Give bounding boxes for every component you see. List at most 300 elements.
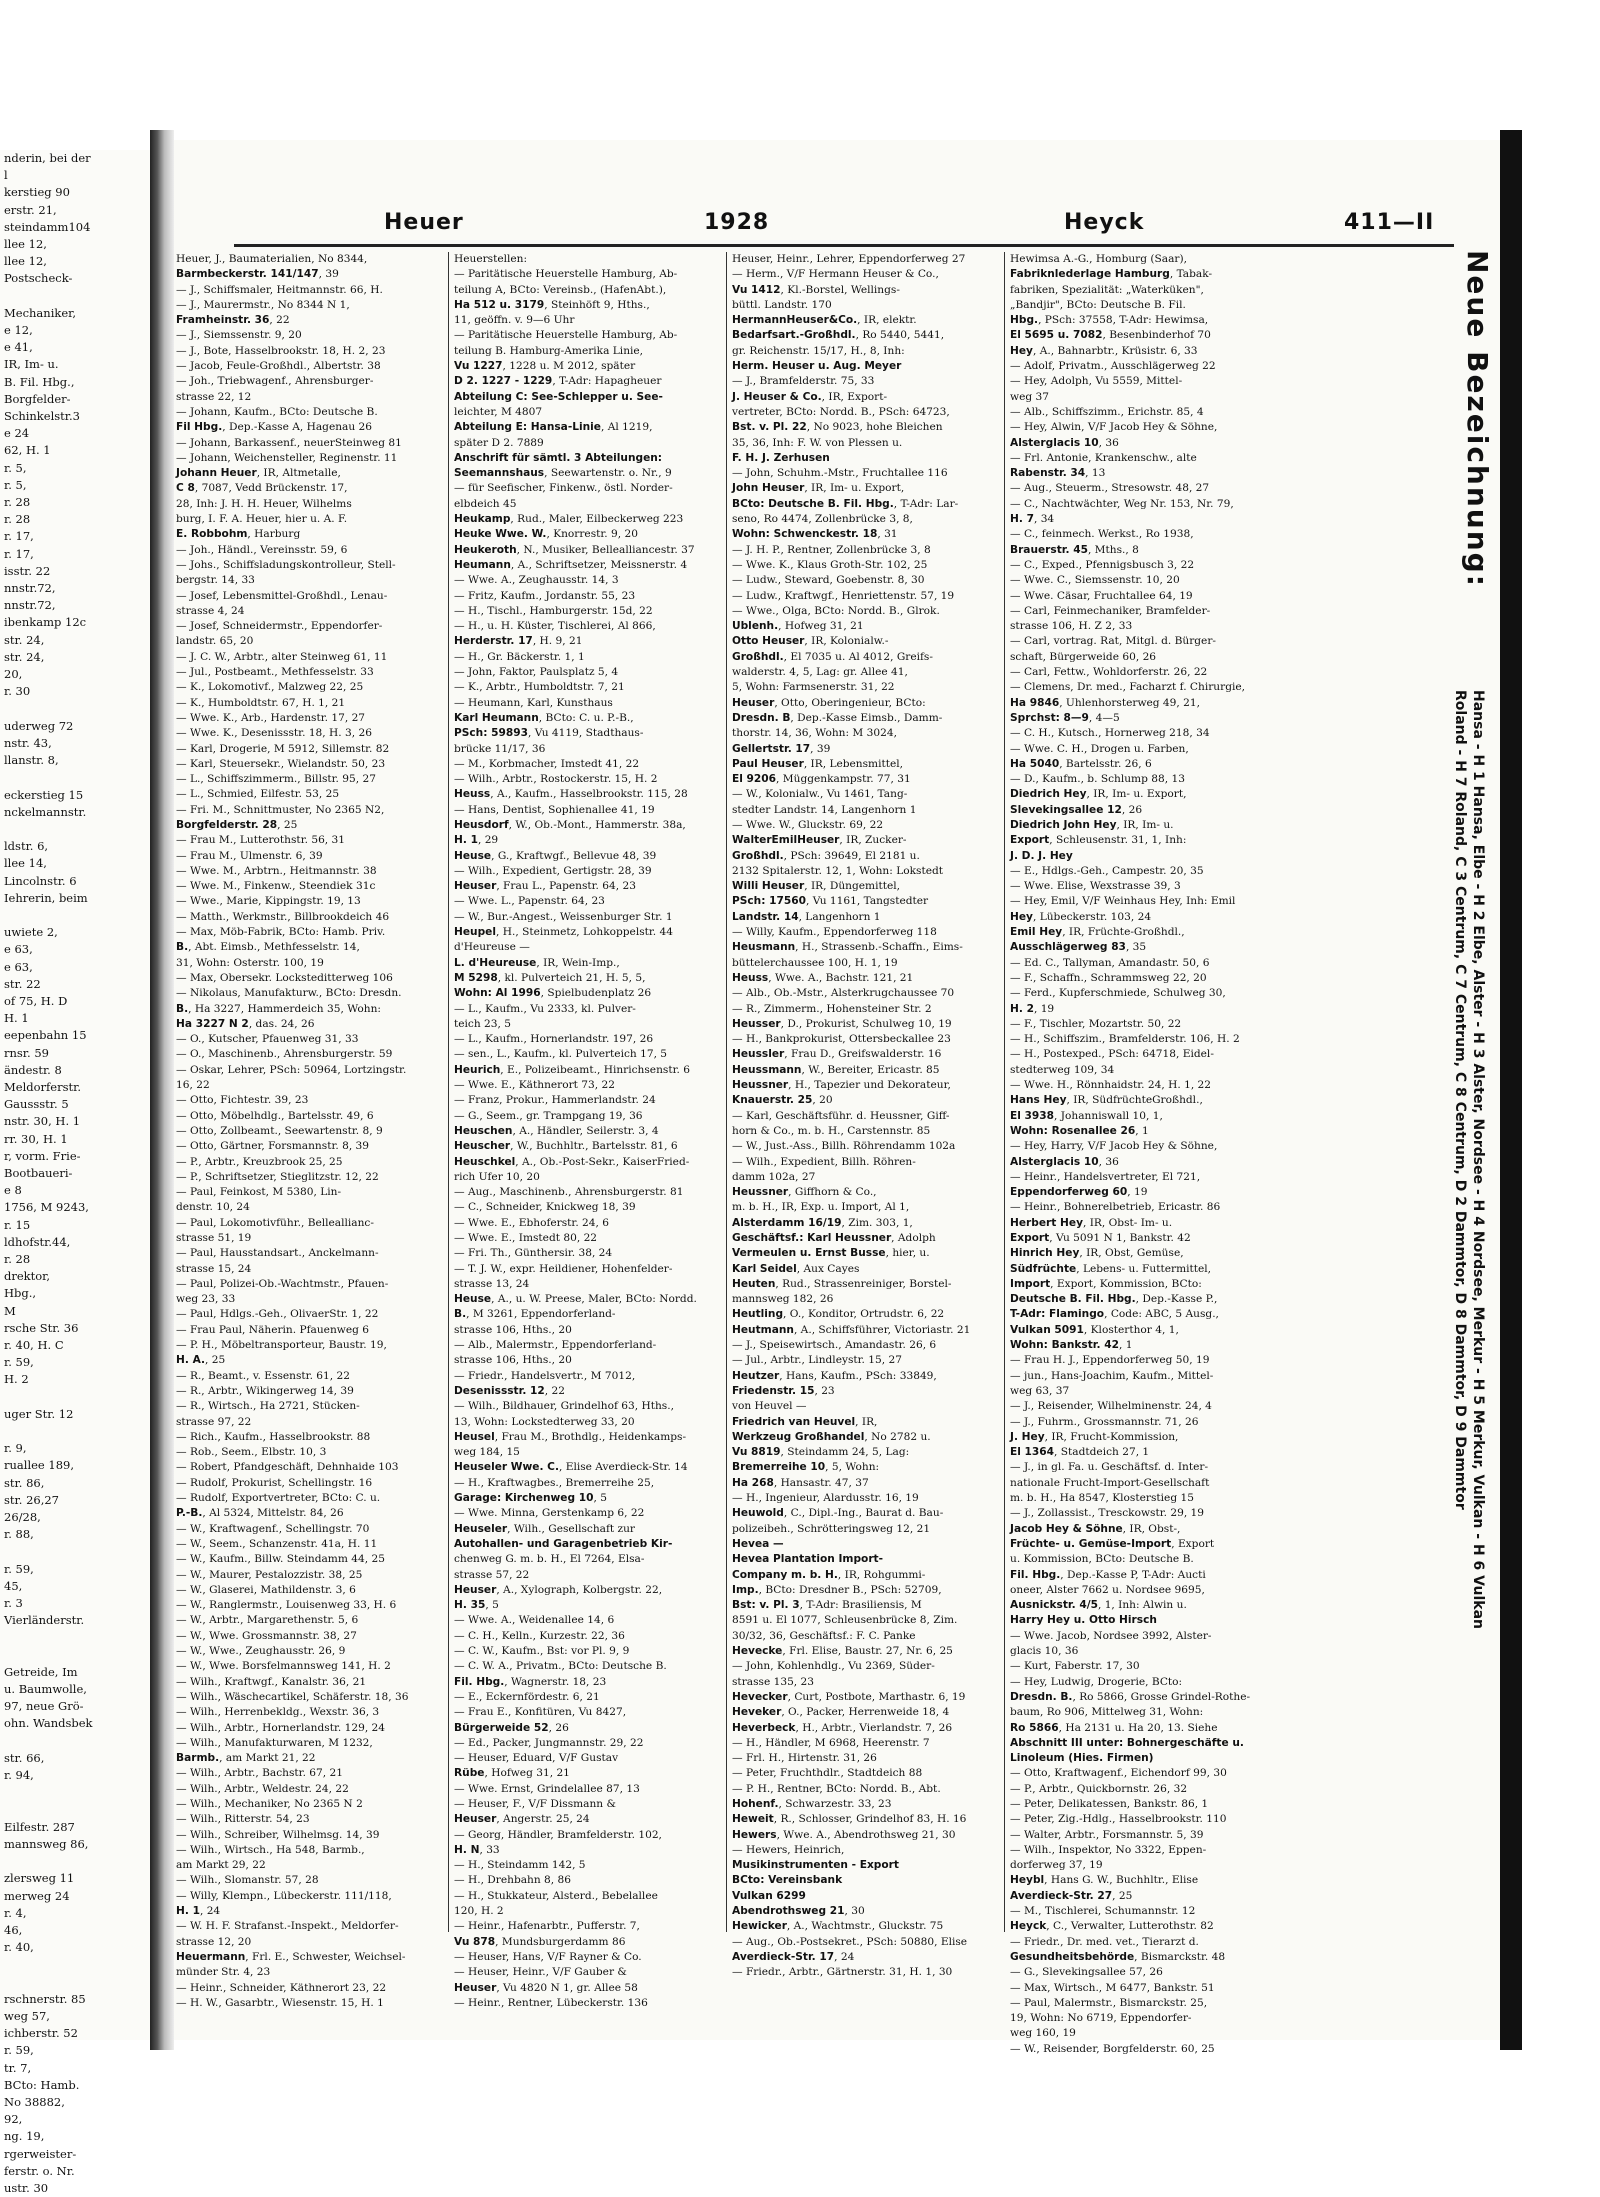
directory-entry-line: Friedrich van Heuvel, IR, [732, 1415, 878, 1428]
directory-entry-line: schaft, Bürgerweide 60, 26 [1010, 650, 1157, 663]
directory-entry-line: — Peter, Delikatessen, Bankstr. 86, 1 [1010, 1797, 1209, 1810]
left-page-text-line: r. 4, [4, 1905, 27, 1920]
directory-entry-line: — K., Humboldtstr. 67, H. 1, 21 [176, 696, 346, 709]
left-page-text-line: ändestr. 8 [4, 1062, 62, 1077]
left-page-text-line: steindamm104 [4, 219, 91, 234]
left-page-text-line: r. 3 [4, 1596, 23, 1611]
directory-entry-line: — H., Händler, M 6968, Heerenstr. 7 [732, 1736, 930, 1749]
directory-entry-line: baum, Ro 906, Mittelweg 31, Wohn: [1010, 1706, 1204, 1719]
directory-entry-line: — J., Bramfelderstr. 75, 33 [732, 375, 875, 388]
directory-entry-line: John Heuser, IR, Im- u. Export, [732, 482, 905, 495]
directory-entry-line: — Wilh., Wäschecartikel, Schäferstr. 18, 36 [176, 1690, 409, 1703]
directory-entry-line: Hinrich Hey, IR, Obst, Gemüse, [1010, 1247, 1184, 1260]
directory-entry-line: Wohn: Schwenckestr. 18, 31 [732, 528, 898, 541]
directory-entry-line: — Karl, Drogerie, M 5912, Sillemstr. 82 [176, 742, 390, 755]
directory-entry-line: 11, geöffn. v. 9—6 Uhr [454, 314, 575, 327]
directory-entry-line: — C. H., Kelln., Kurzestr. 22, 36 [454, 1629, 625, 1642]
directory-entry-line: — Friedr., Arbtr., Gärtnerstr. 31, H. 1, 30 [732, 1966, 953, 1979]
directory-entry-line: — C. W. A., Privatm., BCto: Deutsche B. [454, 1660, 667, 1673]
directory-entry-line: — W., Maurer, Pestalozzistr. 38, 25 [176, 1568, 363, 1581]
left-page-text-line: Meldorferstr. [4, 1079, 82, 1094]
left-page-text-line: Hbg., [4, 1286, 37, 1301]
directory-entry-line: weg 184, 15 [454, 1446, 520, 1459]
directory-entry-line: Jacob Hey & Söhne, IR, Obst-, [1010, 1522, 1181, 1535]
directory-entry-line: — D., Kaufm., b. Schlump 88, 13 [1010, 773, 1185, 786]
directory-entry-line: Musikinstrumenten - Export [732, 1859, 899, 1872]
directory-entry-line: — Aug., Steuerm., Stresowstr. 48, 27 [1010, 482, 1210, 495]
left-page-text-line: Schinkelstr.3 [4, 409, 80, 424]
directory-entry-line: Heuser, Otto, Oberingenieur, BCto: [732, 696, 926, 709]
directory-entry-line: — Carl, Fettw., Wohldorferstr. 26, 22 [1010, 666, 1208, 679]
directory-entry-line: Dresdn. B, Dep.-Kasse Eimsb., Damm- [732, 711, 943, 724]
left-page-text-line: r. 15 [4, 1217, 31, 1232]
directory-entry-line: — Frl. H., Hirtenstr. 31, 26 [732, 1752, 877, 1765]
directory-entry-line: — J., Reisender, Wilhelminenstr. 24, 4 [1010, 1400, 1212, 1413]
left-page-text-line: r. 28 [4, 1252, 31, 1266]
directory-entry-line: — L., Schmied, Eilfestr. 53, 25 [176, 788, 340, 801]
directory-entry-line: strasse 106, Hths., 20 [454, 1354, 572, 1367]
directory-entry-line: — Frau H. J., Eppendorferweg 50, 19 [1010, 1354, 1210, 1367]
directory-entry-line: — Max, Möb-Fabrik, BCto: Hamb. Priv. [176, 926, 386, 939]
directory-entry-line: denstr. 10, 24 [176, 1201, 250, 1214]
directory-entry-line: Heusdorf, W., Ob.-Mont., Hammerstr. 38a, [454, 818, 686, 831]
left-page-text-line: rnsr. 59 [4, 1045, 49, 1060]
directory-entry-line: Export, Schleusenstr. 31, 1, Inh: [1010, 834, 1187, 847]
directory-entry-line: — W., Wwe. Grossmannstr. 38, 27 [176, 1629, 357, 1642]
directory-entry-line: — W., Reisender, Borgfelderstr. 60, 25 [1010, 2042, 1215, 2055]
directory-entry-line: — Johann, Weichensteller, Reginenstr. 11 [176, 451, 398, 464]
left-page-text-line: r. 28 [4, 512, 31, 527]
directory-entry-line: Vulkan 6299 [732, 1889, 806, 1902]
left-page-text-line: r. 59, [4, 1561, 34, 1576]
directory-entry-line: Hewicker, A., Wachtmstr., Gluckstr. 75 [732, 1920, 944, 1933]
directory-entry-line: — Peter, Zig.-Hdlg., Hasselbrookstr. 110 [1010, 1813, 1227, 1826]
directory-entry-line: strasse 12, 20 [176, 1935, 252, 1948]
directory-entry-line: Heussler, Frau D., Greifswalderstr. 16 [732, 1048, 942, 1061]
directory-entry-line: — Paul, Malermstr., Bismarckstr. 25, [1010, 1996, 1208, 2009]
directory-entry-line: Heuser, Angerstr. 25, 24 [454, 1813, 590, 1826]
directory-entry-line: — Josef, Lebensmittel-Großhdl., Lenau- [176, 589, 388, 602]
left-page-text-line: Getreide, Im [4, 1664, 78, 1679]
directory-entry-line: Paul Heuser, IR, Lebensmittel, [732, 757, 904, 770]
left-page-text-line: nnstr.72, [4, 581, 56, 596]
directory-entry-line: polizeibeh., Schrötteringsweg 12, 21 [732, 1522, 931, 1535]
directory-entry-line: C 8, 7087, Vedd Brückenstr. 17, [176, 482, 348, 495]
directory-entry-line: — Rob., Seem., Elbstr. 10, 3 [176, 1446, 327, 1459]
directory-entry-line: — Ed., Packer, Jungmannstr. 29, 22 [454, 1736, 644, 1749]
directory-entry-line: El 5695 u. 7082, Besenbinderhof 70 [1010, 329, 1211, 342]
directory-entry-line: — Heinr., Rentner, Lübeckerstr. 136 [454, 1996, 648, 2009]
directory-entry-line: 120, H. 2 [454, 1905, 504, 1918]
directory-entry-line: Heuschen, A., Händler, Seilerstr. 3, 4 [454, 1124, 659, 1137]
directory-entry-line: — Otto, Zollbeamt., Seewartenstr. 8, 9 [176, 1124, 383, 1137]
left-page-text-line [0, 907, 150, 924]
left-page-text-line: e 63, [4, 942, 33, 957]
left-page-text-line: str. 24, [4, 649, 45, 664]
directory-entry-line: — Wilh., Ritterstr. 54, 23 [176, 1813, 310, 1826]
left-page-text-line: rsche Str. 36 [4, 1320, 79, 1335]
directory-entry-line: — Adolf, Privatm., Ausschlägerweg 22 [1010, 360, 1216, 373]
directory-entry-line: H. 35, 5 [454, 1599, 499, 1612]
left-page-text-line: e 8 [4, 1183, 22, 1198]
directory-entry-line: Linoleum (Hies. Firmen) [1010, 1752, 1154, 1765]
directory-entry-line: Großhdl., El 7035 u. Al 4012, Greifs- [732, 650, 933, 663]
directory-entry-line: weg 63, 37 [1010, 1384, 1070, 1397]
directory-entry-line: 16, 22 [176, 1079, 210, 1092]
directory-entry-line: Heuke Wwe. W., Knorrestr. 9, 20 [454, 528, 638, 541]
left-page-fragment [0, 150, 150, 2195]
left-page-text-line [0, 701, 150, 718]
left-page-text-line: tr. 7, [4, 2060, 32, 2075]
left-page-text-line: ng. 19, [4, 2129, 45, 2144]
directory-entry-line: 2132 Spitalerstr. 12, 1, Wohn: Lokstedt [732, 864, 944, 877]
directory-entry-line: — Wilh., Slomanstr. 57, 28 [176, 1874, 319, 1887]
directory-entry-line: Vu 1412, Kl.-Borstel, Wellings- [732, 283, 900, 296]
directory-entry-line: — Fri. M., Schnittmuster, No 2365 N2, [176, 803, 385, 816]
directory-entry-line: — Wwe. K., Arb., Hardenstr. 17, 27 [176, 711, 366, 724]
directory-entry-line: — Wilh., Arbtr., Hornerlandstr. 129, 24 [176, 1721, 386, 1734]
directory-entry-line: — Alb., Schiffszimm., Erichstr. 85, 4 [1010, 405, 1204, 418]
directory-entry-line: — sen., L., Kaufm., kl. Pulverteich 17, 5 [454, 1048, 668, 1061]
left-page-text-line: r. 40, H. C [4, 1338, 64, 1353]
directory-entry-line: fabriken, Spezialität: „Waterküken", [1010, 283, 1204, 296]
directory-entry-line: Slevekingsallee 12, 26 [1010, 803, 1143, 816]
directory-entry-line: — Heuser, F., V/F Dissmann & [454, 1797, 616, 1810]
directory-entry-line: — R., Wirtsch., Ha 2721, Stücken- [176, 1400, 360, 1413]
directory-entry-line: — H., Tischl., Hamburgerstr. 15d, 22 [454, 604, 653, 617]
directory-entry-line: Heuser, Heinr., Lehrer, Eppendorferweg 27 [732, 253, 966, 265]
directory-entry-line: dorferweg 37, 19 [1010, 1859, 1103, 1872]
directory-entry-line: Geschäftsf.: Karl Heussner, Adolph [732, 1232, 936, 1244]
directory-entry-line: Heybl, Hans G. W., Buchhltr., Elise [1010, 1874, 1199, 1887]
directory-entry-line: seno, Ro 4474, Zollenbrücke 3, 8, [732, 513, 913, 526]
directory-entry-line: Karl Heumann, BCto: C. u. P.-B., [454, 711, 634, 724]
directory-entry-line: Hevea Plantation Import- [732, 1553, 884, 1566]
directory-entry-line: Seemannshaus, Seewartenstr. o. Nr., 9 [454, 467, 672, 480]
book-gutter [150, 130, 174, 2050]
directory-entry-line: Heukeroth, N., Musiker, Bellealliancestr. 37 [454, 543, 695, 556]
directory-entry-line: — Wwe. Cäsar, Fruchtallee 64, 19 [1010, 589, 1193, 602]
left-page-text-line: rr. 30, H. 1 [4, 1131, 68, 1146]
left-page-text-line: erstr. 21, [4, 202, 57, 217]
left-page-text-line: r. 88, [4, 1527, 34, 1542]
left-page-text-line: M [4, 1303, 16, 1318]
directory-entry-line: — C., Exped., Pfennigsbusch 3, 22 [1010, 558, 1195, 571]
directory-entry-line: nationale Frucht-Import-Gesellschaft [1010, 1476, 1210, 1489]
directory-entry-line: — F., Tischler, Mozartstr. 50, 22 [1010, 1017, 1182, 1030]
directory-entry-line: Hey, Lübeckerstr. 103, 24 [1010, 910, 1152, 923]
directory-entry-line: Averdieck-Str. 17, 24 [732, 1950, 855, 1963]
left-page-text-line: IR, Im- u. [4, 357, 59, 372]
directory-entry-line: walderstr. 4, 5, Lag: gr. Allee 41, [732, 666, 908, 679]
directory-entry-line: — Wwe. Minna, Gerstenkamp 6, 22 [454, 1507, 645, 1520]
directory-entry-line: strasse 97, 22 [176, 1415, 252, 1428]
directory-entry-line: — Friedr., Handelsvertr., M 7012, [454, 1369, 636, 1382]
directory-entry-line: Karl Seidel, Aux Cayes [732, 1262, 860, 1275]
directory-entry-line: — Wwe. E., Käthnerort 73, 22 [454, 1079, 615, 1092]
directory-entry-line: Heusel, Frau M., Brothdlg., Heidenkamps- [454, 1430, 687, 1443]
directory-entry-line: — Jul., Arbtr., Lindleystr. 15, 27 [732, 1354, 902, 1367]
left-page-text-line: r. 5, [4, 477, 27, 492]
directory-entry-line: — J., Bote, Hasselbrookstr. 18, H. 2, 23 [176, 344, 386, 357]
directory-entry-line: Fil. Hbg., Wagnerstr. 18, 23 [454, 1675, 607, 1688]
directory-entry-line: — Paritätische Heuerstelle Hamburg, Ab- [454, 268, 678, 281]
left-page-text-line: eepenbahn 15 [4, 1028, 87, 1043]
left-page-text-line: ohn. Wandsbek [4, 1716, 93, 1731]
directory-entry-line: Heuschkel, A., Ob.-Post-Sekr., KaiserFried- [454, 1155, 690, 1168]
directory-entry-line: Heussner, Giffhorn & Co., [732, 1186, 877, 1199]
directory-entry-line: — H., Bankprokurist, Ottersbeckallee 23 [732, 1033, 951, 1046]
directory-entry-line: P.-B., Al 5324, Mittelstr. 84, 26 [176, 1507, 344, 1520]
left-page-text-line: u. Baumwolle, [4, 1682, 87, 1697]
directory-entry-line: 19, Wohn: No 6719, Eppendorfer- [1010, 2012, 1192, 2025]
left-page-text-line [0, 1733, 150, 1750]
directory-entry-line: Abteilung C: See-Schlepper u. See- [454, 390, 663, 403]
directory-entry-line: — Wwe. K., Desenissstr. 18, H. 3, 26 [176, 727, 372, 740]
directory-entry-line: J. Heuser & Co., IR, Export- [732, 390, 888, 403]
directory-entry-line: — Wwe. L., Papenstr. 64, 23 [454, 895, 605, 908]
new-designation-sidebar [1442, 250, 1498, 1629]
directory-entry-line: — Otto, Kraftwagenf., Eichendorf 99, 30 [1010, 1767, 1227, 1780]
directory-entry-line: — Ludw., Steward, Goebenstr. 8, 30 [732, 574, 925, 587]
directory-entry-line: am Markt 29, 22 [176, 1859, 266, 1872]
directory-entry-line: strasse 13, 24 [454, 1277, 530, 1290]
directory-entry-line: Fil Hbg., Dep.-Kasse A, Hagenau 26 [176, 421, 373, 434]
left-page-text-line: nnstr.72, [4, 598, 56, 613]
directory-entry-line: H. 7, 34 [1010, 513, 1055, 526]
directory-entry-line: — Wwe. W., Gluckstr. 69, 22 [732, 818, 884, 831]
directory-entry-line: — Wilh., Schreiber, Wilhelmsg. 14, 39 [176, 1828, 380, 1841]
left-page-text-line: of 75, H. D [4, 993, 68, 1008]
left-page-text-line: r. 17, [4, 546, 34, 561]
directory-entry-line: — L., Kaufm., Hornerlandstr. 197, 26 [454, 1033, 654, 1046]
directory-entry-line: oneer, Alster 7662 u. Nordsee 9695, [1010, 1583, 1205, 1596]
directory-entry-line: teilung A, BCto: Vereinsb., (HafenAbt.), [454, 283, 667, 296]
directory-entry-line: — Paul, Hausstandsart., Anckelmann- [176, 1247, 379, 1260]
directory-entry-line: von Heuvel — [732, 1400, 807, 1413]
left-page-text-line: uderweg 72 [4, 718, 74, 733]
directory-entry-line: — Alb., Ob.-Mstr., Alsterkrugchaussee 70 [732, 987, 955, 1000]
directory-entry-line: Abschnitt III unter: Bohnergeschäfte u. [1010, 1736, 1244, 1749]
directory-entry-line: — W., Just.-Ass., Billh. Röhrendamm 102a [732, 1140, 956, 1153]
directory-entry-line: Willi Heuser, IR, Düngemittel, [732, 880, 901, 893]
directory-entry-line: Hewimsa A.-G., Homburg (Saar), [1010, 253, 1187, 265]
directory-entry-line: Heuss, Wwe. A., Bachstr. 121, 21 [732, 971, 914, 984]
left-page-text-line: nckelmannstr. [4, 804, 87, 819]
directory-entry-line: — Fritz, Kaufm., Jordanstr. 55, 23 [454, 589, 636, 602]
directory-entry-line: Bst. v. Pl. 22, No 9023, hohe Bleichen [732, 421, 943, 434]
left-page-text-line: Gaussstr. 5 [4, 1097, 69, 1112]
directory-entry-line: — H., Steindamm 142, 5 [454, 1859, 586, 1872]
directory-entry-line: — Joh., Händl., Vereinsstr. 59, 6 [176, 543, 348, 556]
directory-entry-line: Heyck, C., Verwalter, Lutterothstr. 82 [1010, 1920, 1214, 1933]
left-page-text-line: str. 24, [4, 632, 45, 647]
directory-entry-line: teilung B. Hamburg-Amerika Linie, [454, 344, 644, 357]
directory-entry-line: — Ludw., Kraftwgf., Henriettenstr. 57, 19 [732, 589, 955, 602]
directory-entry-line: Dresdn. B., Ro 5866, Grosse Grindel-Rothe- [1010, 1690, 1251, 1703]
left-page-text-line: r, vorm. Frie- [4, 1148, 81, 1163]
directory-entry-line: M 5298, kl. Pulverteich 21, H. 5, 5, [454, 971, 646, 984]
directory-entry-line: Herderstr. 17, H. 9, 21 [454, 635, 583, 648]
directory-entry-line: Ha 9846, Uhlenhorsterweg 49, 21, [1010, 696, 1200, 709]
directory-entry-line: Hevecker, Curt, Postbote, Marthastr. 6, 19 [732, 1690, 966, 1703]
directory-entry-line: 5, Wohn: Farmsenerstr. 31, 22 [732, 681, 895, 694]
left-page-text-line [0, 1647, 150, 1664]
directory-entry-line: später D 2. 7889 [454, 436, 544, 449]
directory-entry-line: — Friedr., Dr. med. vet., Tierarzt d. [1010, 1935, 1199, 1948]
left-page-text-line: llee 14, [4, 856, 47, 871]
left-page-text-line: e 12, [4, 323, 33, 338]
directory-entry-line: Bedarfsart.-Großhdl., Ro 5440, 5441, [732, 329, 945, 342]
directory-entry-line: Heusmann, H., Strassenb.-Schaffn., Eims- [732, 941, 963, 954]
directory-entry-line: Heuser, Frau L., Papenstr. 64, 23 [454, 880, 636, 893]
directory-entry-line: — Aug., Maschinenb., Ahrensburgerstr. 81 [454, 1186, 684, 1199]
directory-entry-line: — P., Arbtr., Quickbornstr. 26, 32 [1010, 1782, 1188, 1795]
directory-entry-line: Rübe, Hofweg 31, 21 [454, 1767, 570, 1780]
directory-entry-line: Wohn: Al 1996, Spielbudenplatz 26 [454, 987, 652, 1000]
directory-entry-line: Framheinstr. 36, 22 [176, 314, 290, 327]
directory-entry-line: — Alb., Malermstr., Eppendorferland- [454, 1339, 657, 1352]
directory-entry-line: — C., feinmech. Werkst., Ro 1938, [1010, 528, 1194, 541]
directory-entry-line: Heuser, Vu 4820 N 1, gr. Allee 58 [454, 1981, 638, 1994]
directory-entry-line: — Heuser, Heinr., V/F Gauber & [454, 1966, 627, 1979]
left-page-text-line: 46, [4, 1922, 23, 1937]
directory-entry-line: — E., Eckernfördestr. 6, 21 [454, 1690, 600, 1703]
directory-entry-line: BCto: Deutsche B. Fil. Hbg., T-Adr: Lar- [732, 497, 959, 510]
left-page-text-line: drektor, [4, 1269, 51, 1284]
directory-entry-line: — Wilh., Expedient, Gertigstr. 28, 39 [454, 864, 652, 877]
directory-entry-line: — Wilh., Arbtr., Rostockerstr. 15, H. 2 [454, 773, 658, 786]
directory-entry-line: — Clemens, Dr. med., Facharzt f. Chirurgie, [1010, 681, 1246, 694]
left-page-text-line: str. 22 [4, 976, 41, 991]
left-page-text-line: llee 12, [4, 254, 47, 269]
directory-entry-line: — P., Arbtr., Kreuzbrook 25, 25 [176, 1155, 343, 1168]
directory-entry-line: — H., Drehbahn 8, 86 [454, 1874, 572, 1887]
directory-entry-line: Herbert Hey, IR, Obst- Im- u. [1010, 1216, 1173, 1229]
directory-entry-line: Heverbeck, H., Arbtr., Vierlandstr. 7, 26 [732, 1721, 953, 1734]
directory-entry-line: — W., Glaserei, Mathildenstr. 3, 6 [176, 1583, 356, 1596]
directory-entry-line: Sprchst: 8—9, 4—5 [1010, 711, 1120, 724]
directory-entry-line: Landstr. 14, Langenhorn 1 [732, 910, 881, 923]
directory-entry-line: Fil. Hbg., Dep.-Kasse P, T-Adr: Aucti [1010, 1568, 1206, 1581]
directory-entry-line: damm 102a, 27 [732, 1170, 816, 1183]
left-page-text-line: 45, [4, 1578, 23, 1593]
left-page-text-line [0, 1629, 150, 1646]
directory-entry-line: — H., u. H. Küster, Tischlerei, Al 866, [454, 620, 656, 633]
directory-entry-line: Heurich, E., Polizeibeamt., Hinrichsenstr. 6 [454, 1063, 690, 1076]
directory-entry-line: H. 1, 29 [454, 834, 499, 847]
directory-entry-line: — Heumann, Karl, Kunsthaus [454, 696, 613, 709]
directory-entry-line: Harry Hey u. Otto Hirsch [1010, 1614, 1157, 1627]
left-page-text-line: nstr. 30, H. 1 [4, 1114, 81, 1129]
left-page-text-line: kerstieg 90 [4, 185, 70, 200]
directory-entry-line: Südfrüchte, Lebens- u. Futtermittel, [1010, 1262, 1212, 1275]
directory-entry-line: H. 2, 19 [1010, 1002, 1055, 1015]
directory-entry-line: Hevecke, Frl. Elise, Baustr. 27, Nr. 6, 25 [732, 1645, 953, 1658]
directory-entry-line: strasse 51, 19 [176, 1232, 252, 1244]
left-page-text-line: H. 1 [4, 1011, 29, 1026]
left-page-text-line: 97, neue Grö- [4, 1699, 84, 1714]
left-page-text-line [0, 1974, 150, 1991]
directory-entry-line: Heuss, A., Kaufm., Hasselbrookstr. 115, 28 [454, 788, 688, 801]
directory-entry-line: Heuerstellen: [454, 253, 528, 265]
directory-entry-line: Wohn: Bankstr. 42, 1 [1010, 1339, 1133, 1352]
sidebar-title: Neue Bezeichnung: [1461, 250, 1494, 588]
directory-entry-line: 28, Inh: J. H. H. Heuer, Wilhelms [176, 497, 352, 510]
left-page-text-line: BCto: Hamb. [4, 2077, 80, 2092]
left-page-text-line: zlersweg 11 [4, 1871, 75, 1886]
directory-entry-line: Heussner, H., Tapezier und Dekorateur, [732, 1079, 951, 1092]
directory-entry-line: — Heuser, Eduard, V/F Gustav [454, 1752, 619, 1765]
directory-entry-line: — O., Maschinenb., Ahrensburgerstr. 59 [176, 1048, 393, 1061]
directory-entry-line: — Wwe. C., Siemssenstr. 10, 20 [1010, 574, 1180, 587]
directory-entry-line: — H., Schiffszim., Bramfelderstr. 106, H. 2 [1010, 1033, 1240, 1046]
directory-entry-line: El 1364, Stadtdeich 27, 1 [1010, 1446, 1150, 1459]
column-1 [176, 252, 444, 2009]
directory-entry-line: Vermeulen u. Ernst Busse, hier, u. [732, 1247, 930, 1260]
left-page-text-line: Eilfestr. 287 [4, 1819, 75, 1834]
left-page-text-line: Lincolnstr. 6 [4, 873, 77, 888]
directory-entry-line: burg, I. F. A. Heuer, hier u. A. F. [176, 513, 348, 526]
directory-entry-line: — L., Kaufm., Vu 2333, kl. Pulver- [454, 1002, 636, 1015]
directory-entry-line: — John, Schuhm.-Mstr., Fruchtallee 116 [732, 467, 948, 480]
directory-entry-line: — P. H., Möbeltransporteur, Baustr. 19, [176, 1339, 387, 1352]
directory-entry-line: Ha 512 u. 3179, Steinhöft 9, Hths., [454, 298, 650, 311]
directory-entry-line: Großhdl., PSch: 39649, El 2181 u. [732, 849, 920, 862]
left-page-text-line: eckerstieg 15 [4, 787, 84, 802]
directory-entry-line: d'Heureuse — [454, 941, 530, 954]
directory-entry-line: thorstr. 14, 36, Wohn: M 3024, [732, 727, 897, 740]
left-page-text-line: Mechaniker, [4, 305, 77, 320]
directory-entry-line: brücke 11/17, 36 [454, 742, 546, 755]
directory-entry-line: Hewers, Wwe. A., Abendrothsweg 21, 30 [732, 1828, 956, 1841]
left-page-text-line: ustr. 30 [4, 2180, 49, 2195]
directory-entry-line: stedterweg 109, 34 [1010, 1063, 1115, 1076]
directory-entry-line: — Johann, Kaufm., BCto: Deutsche B. [176, 405, 378, 418]
directory-entry-line: — W. H. F. Strafanst.-Inspekt., Meldorfer- [176, 1920, 399, 1933]
directory-entry-line: — T. J. W., expr. Heildiener, Hohenfelder- [454, 1262, 673, 1275]
directory-entry-line: Vulkan 5091, Klosterthor 4, 1, [1010, 1323, 1179, 1336]
left-page-text-line: Postscheck- [4, 271, 73, 286]
directory-entry-line: Heutzer, Hans, Kaufm., PSch: 33849, [732, 1369, 937, 1382]
directory-entry-line: — Heinr., Hafenarbtr., Pufferstr. 7, [454, 1920, 640, 1933]
directory-entry-line: — L., Schiffszimmerm., Billstr. 95, 27 [176, 773, 376, 786]
directory-entry-line: — W., Bur.-Angest., Weissenburger Str. 1 [454, 910, 673, 923]
directory-entry-line: Heuse, G., Kraftwgf., Bellevue 48, 39 [454, 849, 657, 862]
directory-entry-line: horn & Co., m. b. H., Carstennstr. 85 [732, 1124, 931, 1137]
directory-entry-line: Bst: v. Pl. 3, T-Adr: Brasiliensis, M [732, 1599, 922, 1612]
directory-entry-line: Gellertstr. 17, 39 [732, 742, 831, 755]
directory-entry-line: — Wilh., Mechaniker, No 2365 N 2 [176, 1797, 363, 1810]
directory-entry-line: — Oskar, Lehrer, PSch: 50964, Lortzingstr. [176, 1063, 407, 1076]
column-2 [454, 252, 722, 2009]
directory-entry-line: 13, Wohn: Lockstedterweg 33, 20 [454, 1415, 635, 1428]
directory-entry-line: — Wwe. K., Klaus Groth-Str. 102, 25 [732, 558, 928, 571]
directory-entry-line: — C., Schneider, Knickweg 18, 39 [454, 1201, 636, 1214]
directory-entry-line: — Hey, Ludwig, Drogerie, BCto: [1010, 1675, 1183, 1688]
left-page-text-line: llee 12, [4, 237, 47, 252]
directory-entry-line: Heveker, O., Packer, Herrenweide 18, 4 [732, 1706, 950, 1719]
left-page-text-line: uwiete 2, [4, 925, 58, 940]
directory-entry-line: — Willy, Klempn., Lübeckerstr. 111/118, [176, 1889, 392, 1902]
left-page-text-line: 62, H. 1 [4, 443, 51, 458]
directory-entry-line: — Ed. C., Tallyman, Amandastr. 50, 6 [1010, 956, 1210, 969]
directory-entry-line: — Frl. Antonie, Krankenschw., alte [1010, 451, 1197, 464]
directory-entry-line: — Otto, Fichtestr. 39, 23 [176, 1094, 309, 1107]
directory-entry-line: E. Robbohm, Harburg [176, 528, 301, 541]
directory-entry-line: chenweg G. m. b. H., El 7264, Elsa- [454, 1553, 645, 1566]
directory-entry-line: mannsweg 182, 26 [732, 1293, 834, 1306]
